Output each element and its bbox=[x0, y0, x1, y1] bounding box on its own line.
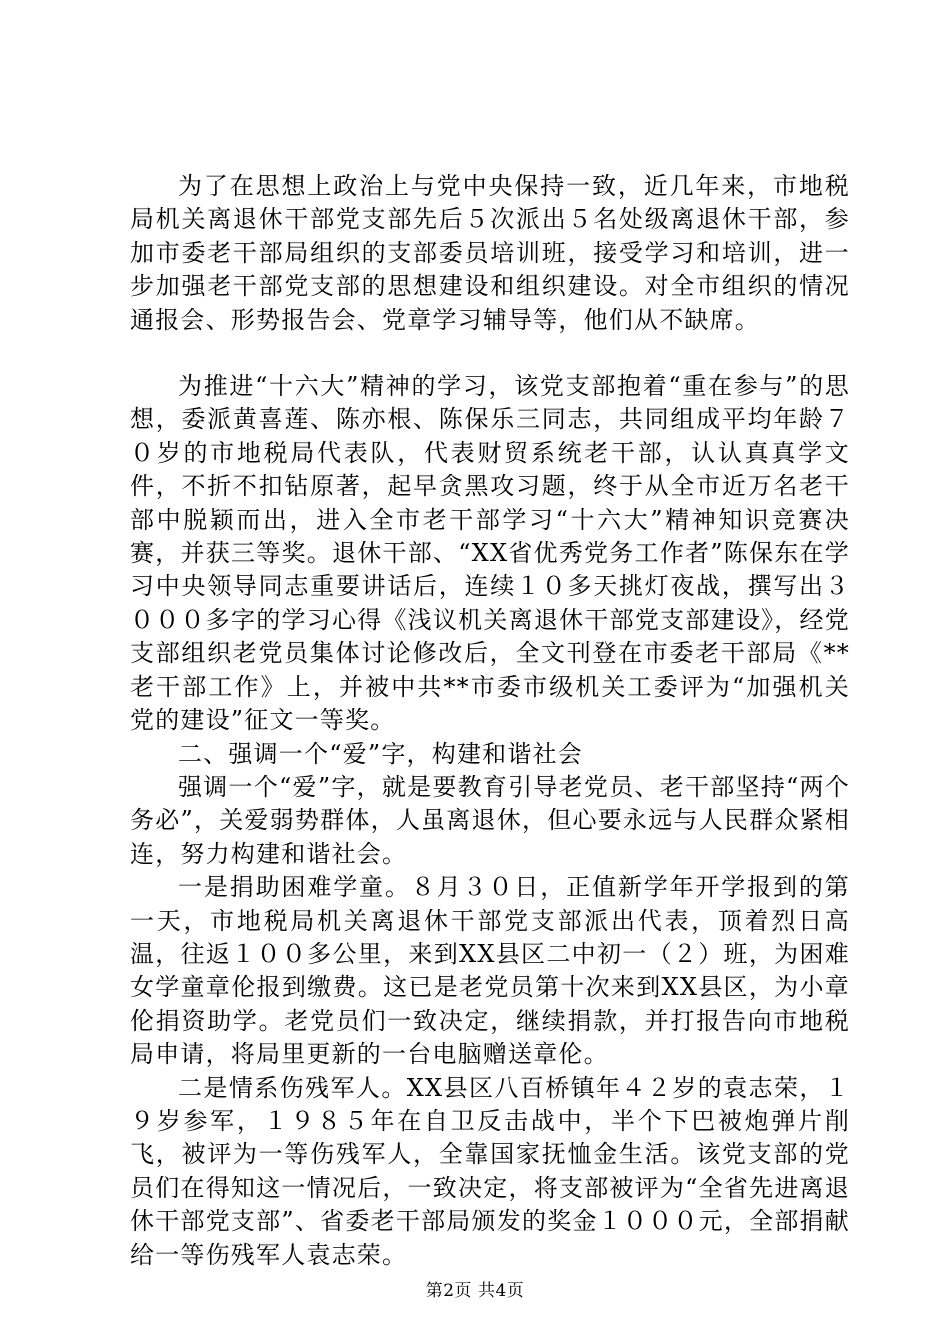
section-heading-love: 二、强调一个“爱”字，构建和谐社会 bbox=[178, 739, 583, 768]
paragraph-political-study: 为了在思想上政治上与党中央保持一致，近几年来，市地税局机关离退休干部党支部先后５次派出５名处级离退休干部，参加市委老干部局组织的支部委员培训班，接受学习和培训，进一步加强老干部党支部的思想建设和组织建设。对全市组织的情况通报会、形势报告会、党章学习辅导等，他们从不缺席。 bbox=[130, 172, 850, 334]
paragraph-disabled-soldier: 二是情系伤残军人。XX县区八百桥镇年４２岁的袁志荣，１９岁参军，１９８５年在自卫反击战中，半个下巴被炮弹片削飞，被评为一等伤残军人，全靠国家抚恤金生活。该党支部的党员们在得知这一情况后，一致决定，将支部被评为“全省先进离退休干部党支部”、省委老干部局颁发的奖金１０００元，全部捐献给一等伤残军人袁志荣。 bbox=[130, 1073, 850, 1269]
page-number-footer: 第2页 共4页 bbox=[425, 1281, 525, 1301]
paragraph-sixteenth-congress: 为推进“十六大”精神的学习，该党支部抱着“重在参与”的思想，委派黄喜莲、陈亦根、陈保乐三同志，共同组成平均年龄７０岁的市地税局代表队，代表财贸系统老干部，认认真真学文件，不折不扣钻原著，起早贪黑攻习题，终于从全市近万名老干部中脱颖而出，进入全市老干部学习“十六大”精神知识竞赛决赛，并获三等奖。退休干部、“XX省优秀党务工作者”陈保东在学习中央领导同志重要讲话后，连续１０多天挑灯夜战，撰写出３０００多字的学习心得《浅议机关离退休干部党支部建设》，经党支部组织老党员集体讨论修改后，全文刊登在市委老干部局《**老干部工作》上，并被中共**市委市级机关工委评为“加强机关党的建设”征文一等奖。 bbox=[130, 372, 850, 735]
document-body bbox=[130, 170, 850, 1272]
paragraph-student-aid: 一是捐助困难学童。８月３０日，正值新学年开学报到的第一天，市地税局机关离退休干部党支部派出代表，顶着烈日高温，往返１００多公里，来到XX县区二中初一（２）班，为困难女学童章伦报到缴费。这已是老党员第十次来到XX县区，为小章伦捐资助学。老党员们一致决定，继续捐款，并打报告向市地税局申请，将局里更新的一台电脑赠送章伦。 bbox=[130, 873, 850, 1069]
paragraph-emphasize-love: 强调一个“爱”字，就是要教育引导老党员、老干部坚持“两个务必”，关爱弱势群体，人虽离退休，但心要永远与人民群众紧相连，努力构建和谐社会。 bbox=[130, 772, 850, 868]
